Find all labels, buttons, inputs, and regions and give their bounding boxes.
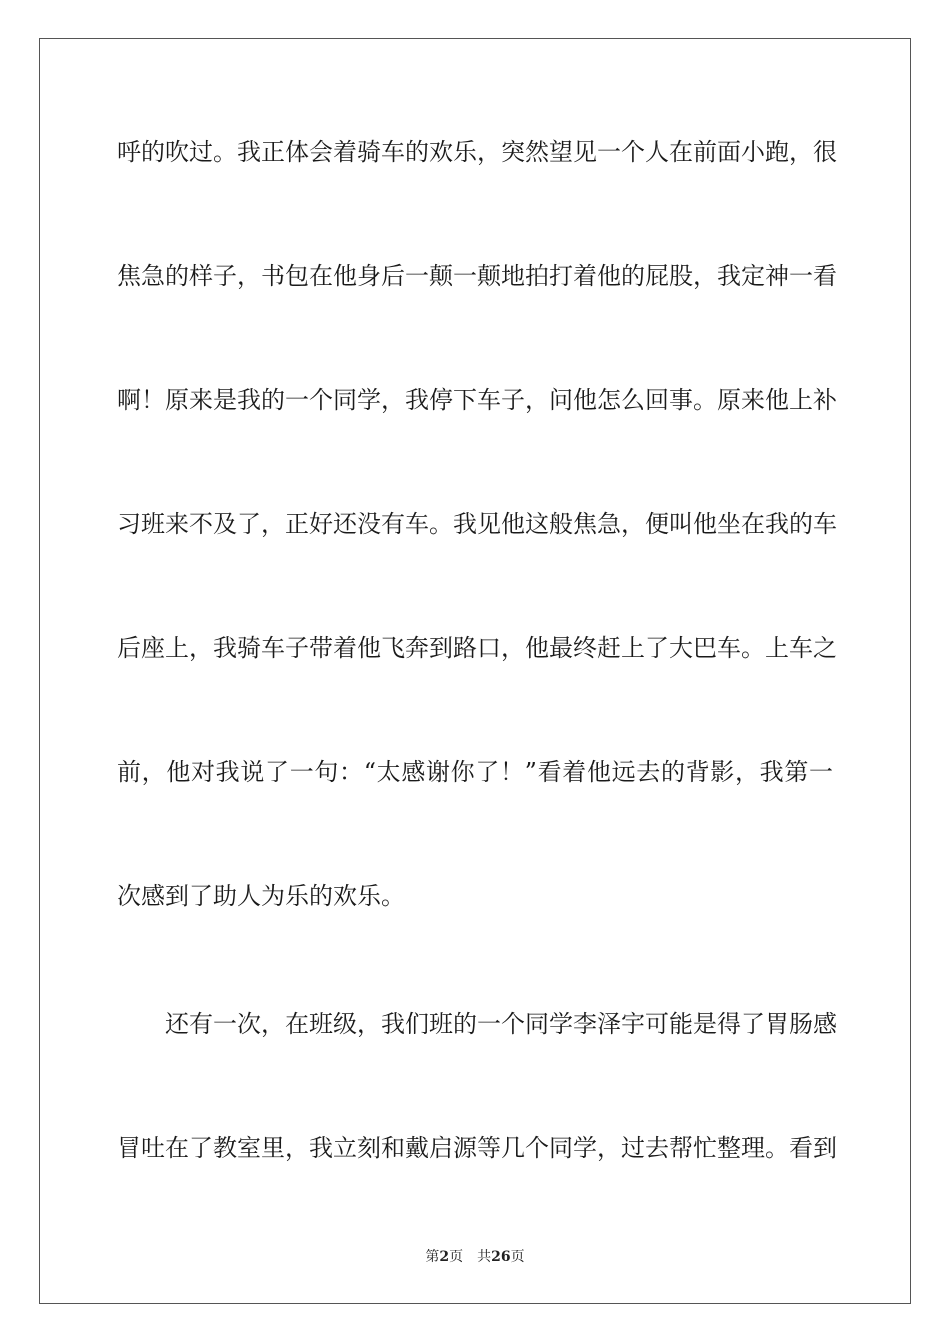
text-line-2: 焦急的样子，书包在他身后一颠一颠地拍打着他的屁股，我定神一看 [117, 262, 837, 290]
total-pages: 26 [491, 1249, 511, 1265]
page-number-label: 第2页 [425, 1249, 464, 1265]
total-pages-label: 共26页 [477, 1249, 525, 1265]
text-line-9: 冒吐在了教室里，我立刻和戴启源等几个同学，过去帮忙整理。看到 [117, 1134, 837, 1162]
page-border [39, 38, 911, 1304]
text-line-8-paragraph-start: 还有一次，在班级，我们班的一个同学李泽宇可能是得了胃肠感 [165, 1010, 837, 1038]
page-number: 2 [439, 1249, 450, 1265]
text-line-3: 啊！原来是我的一个同学，我停下车子，问他怎么回事。原来他上补 [117, 386, 837, 414]
text-line-6: 前，他对我说了一句：“太感谢你了！”看着他远去的背影，我第一 [117, 758, 833, 786]
text-line-5: 后座上，我骑车子带着他飞奔到路口，他最终赶上了大巴车。上车之 [117, 634, 837, 662]
page-footer [0, 1248, 950, 1266]
text-line-7: 次感到了助人为乐的欢乐。 [117, 882, 405, 910]
text-line-4: 习班来不及了，正好还没有车。我见他这般焦急，便叫他坐在我的车 [117, 510, 837, 538]
text-line-1: 呼的吹过。我正体会着骑车的欢乐，突然望见一个人在前面小跑，很 [117, 138, 837, 166]
